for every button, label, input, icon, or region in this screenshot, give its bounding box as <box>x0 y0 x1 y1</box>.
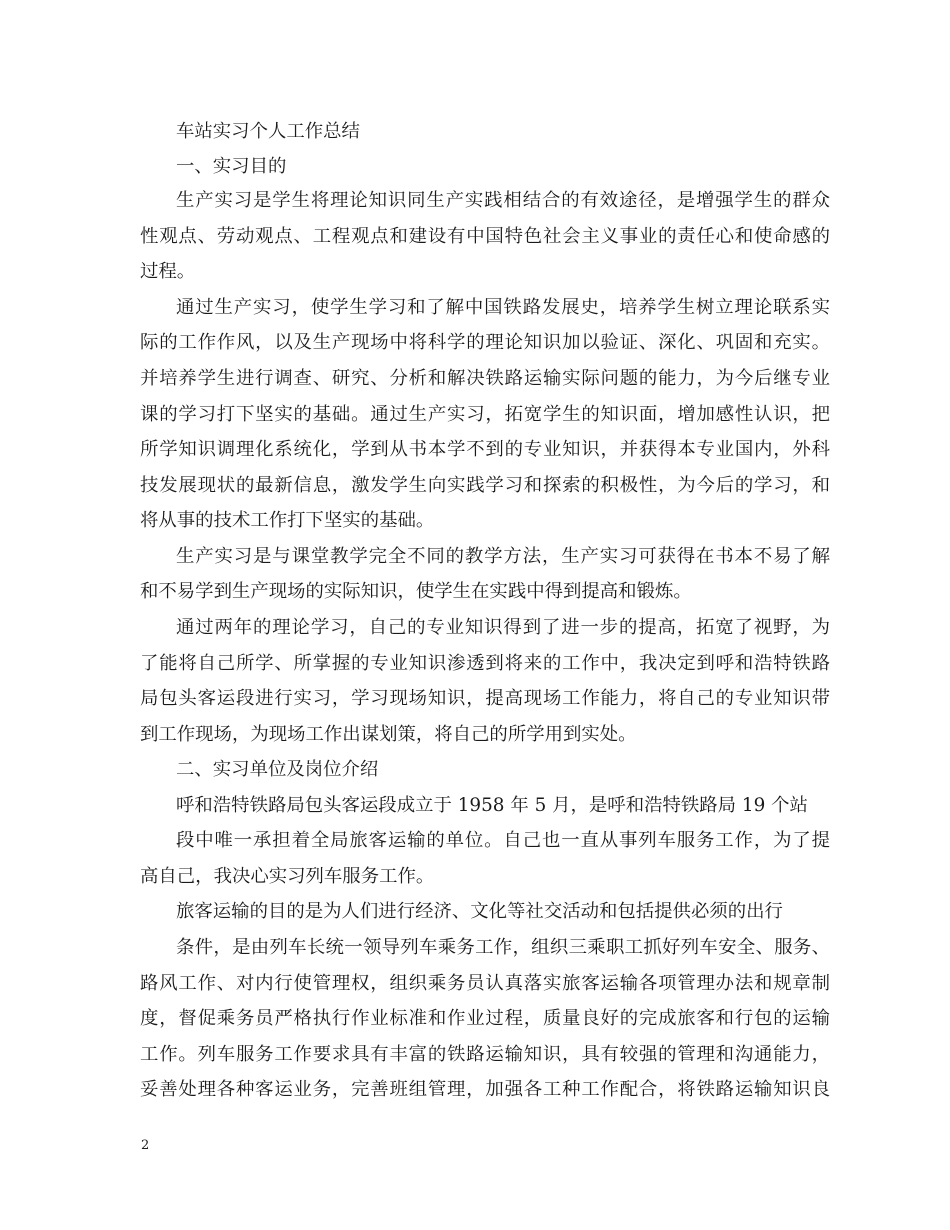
section-heading-1: 一、实习目的 <box>176 156 287 177</box>
text-line: 到工作现场，为现场工作出谋划策，将自己的所学用到实处。 <box>140 724 637 745</box>
text-line: 技发展现状的最新信息，激发学生向实践学习和探索的积极性，为今后的学习，和 <box>140 475 830 496</box>
text-line: 所学知识调理化系统化，学到从书本学不到的专业知识，并获得本专业国内，外科 <box>140 439 830 460</box>
text-line: 高自己，我决心实习列车服务工作。 <box>140 866 435 887</box>
document-title: 车站实习个人工作总结 <box>176 121 360 142</box>
text-line: 段中唯一承担着全局旅客运输的单位。自己也一直从事列车服务工作，为了提 <box>176 830 830 851</box>
text-line: 课的学习打下坚实的基础。通过生产实习，拓宽学生的知识面，增加感性认识，把 <box>140 404 830 425</box>
text-line: 并培养学生进行调查、研究、分析和解决铁路运输实际问题的能力，为今后继专业 <box>140 368 830 389</box>
text-line: 局包头客运段进行实习，学习现场知识，提高现场工作能力，将自己的专业知识带 <box>140 688 830 709</box>
text-line: 通过两年的理论学习，自己的专业知识得到了进一步的提高，拓宽了视野，为 <box>176 617 830 638</box>
text-line: 妥善处理各种客运业务，完善班组管理，加强各工种工作配合，将铁路运输知识良 <box>140 1079 830 1100</box>
text-line: 条件，是由列车长统一领导列车乘务工作，组织三乘职工抓好列车安全、服务、 <box>176 937 830 958</box>
text-line: 和不易学到生产现场的实际知识，使学生在实践中得到提高和锻炼。 <box>140 581 692 602</box>
text-line: 性观点、劳动观点、工程观点和建设有中国特色社会主义事业的责任心和使命感的 <box>140 226 830 247</box>
text-line: 了能将自己所学、所掌握的专业知识渗透到将来的工作中，我决定到呼和浩特铁路 <box>140 653 830 674</box>
text-line: 通过生产实习，使学生学习和了解中国铁路发展史，培养学生树立理论联系实 <box>176 297 830 318</box>
text-line: 生产实习是与课堂教学完全不同的教学方法，生产实习可获得在书本不易了解 <box>176 546 830 567</box>
text-line: 将从事的技术工作打下坚实的基础。 <box>140 510 435 531</box>
text-line: 过程。 <box>140 261 196 282</box>
section-heading-2: 二、实习单位及岗位介绍 <box>176 759 379 780</box>
text-line: 旅客运输的目的是为人们进行经济、文化等社交活动和包括提供必须的出行 <box>176 901 783 922</box>
text-line: 路风工作、对内行使管理权，组织乘务员认真落实旅客运输各项管理办法和规章制 <box>140 973 830 994</box>
text-line: 生产实习是学生将理论知识同生产实践相结合的有效途径，是增强学生的群众 <box>176 190 830 211</box>
text-line: 度，督促乘务员严格执行作业标准和作业过程，质量良好的完成旅客和行包的运输 <box>140 1008 830 1029</box>
page-number: 2 <box>141 1138 150 1153</box>
text-line: 呼和浩特铁路局包头客运段成立于 1958 年 5 月，是呼和浩特铁路局 19 个站 <box>176 795 808 816</box>
text-line: 工作。列车服务工作要求具有丰富的铁路运输知识，具有较强的管理和沟通能力， <box>140 1044 830 1065</box>
text-line: 际的工作作风，以及生产现场中将科学的理论知识加以验证、深化、巩固和充实。 <box>140 332 830 353</box>
